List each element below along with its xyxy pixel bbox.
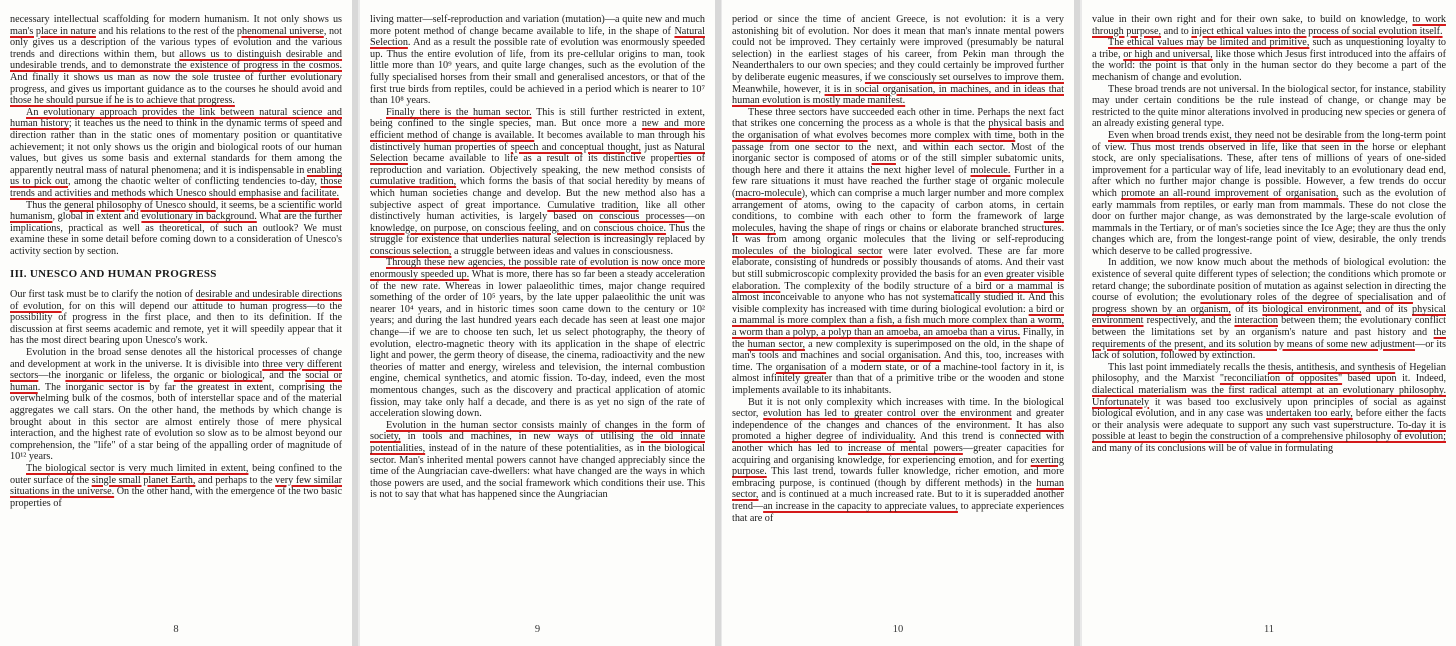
underlined-passage: of a bird or a mammal	[953, 280, 1053, 292]
underlined-passage: man's place in nature	[10, 25, 96, 37]
underlined-passage: large molecules,	[732, 211, 1064, 234]
underlined-passage: atoms	[871, 153, 896, 165]
underlined-passage: or high and universal,	[1123, 48, 1213, 60]
paragraph: living matter—self-reproduction and variation (mutation)—a quite new and much more potent method of change became available to life, in the shape of Natural Selection. And as a result the possible rate of evolution was enormously speeded up. Thus the entire evolution of life, from its pre-cellular origins to man, took little more than 10⁹ years, and quite large changes, such as the evolution of the fully specialised horses from their small and generalised ancestors, or that of the first true birds from reptiles, could be achieved in a period which is nearer to 10⁷ than 10⁸ years.	[370, 14, 705, 107]
page-divider	[352, 0, 358, 646]
underlined-passage: cumulative tradition,	[370, 176, 457, 188]
underlined-passage: It has also promoted a higher degree of individuality.	[732, 419, 1064, 443]
underlined-passage: evolutionary in background.	[141, 211, 257, 223]
underlined-passage: organisation	[775, 361, 827, 373]
page-8	[0, 0, 352, 646]
underlined-passage: allows us to distinguish desirable and undesirable trends, and to demonstrate the existence of progress in the cosmos.	[10, 48, 343, 72]
underlined-passage: single small planet Earth,	[91, 474, 196, 486]
underlined-passage: human sector,	[747, 338, 805, 350]
paragraph: These broad trends are not universal. In the biological sector, for instance, stability may under certain conditions be the rule instead of change, or change may be restricted to the quite minor alterations involved in producing new species or genera of an already existing general type.	[1092, 83, 1446, 130]
underlined-passage: physical basis and the organisation of what evolves	[732, 118, 1064, 141]
underlined-passage: conscious selection,	[370, 245, 452, 257]
underlined-passage: The biological sector is very much limited in extent,	[26, 462, 249, 474]
page-11	[1082, 0, 1456, 646]
underlined-passage: promote an all-round improvement of organisation,	[1121, 187, 1339, 199]
underlined-passage: increase of mental powers	[847, 442, 963, 454]
underlined-passage: macro-molecule	[735, 187, 802, 199]
underlined-passage: desirable and undesirable directions of evolution	[10, 289, 342, 312]
underlined-passage: social or human	[10, 370, 343, 393]
section-heading: III. UNESCO AND HUMAN PROGRESS	[10, 268, 217, 281]
page-number: 10	[892, 624, 904, 636]
underlined-passage: social organisation.	[860, 350, 941, 362]
underlined-passage: the requirements of the present, and its solution by means of some new adjustment	[1092, 327, 1446, 350]
underlined-passage: organic or biological	[173, 370, 263, 382]
underlined-passage: more complex with time,	[910, 129, 1016, 141]
paragraph: In addition, we now know much about the methods of biological evolution: the existence of several quite different types of selection; the conditions which promote or retard change; the subordinate position of mutation as against selection in directing the course of evolution; the evolutionary roles of the degree of specialisation and of progress shown by an organism, of its biological environment, and of its physical environment respectively, and the interaction between them; the evolutionary conflict between the limitations set by an organism's nature and past history and the requirements of the present, and its solution by means of some new adjustment—or its lack of solution, followed by extinction.	[1092, 257, 1447, 362]
page-8-text	[10, 14, 342, 509]
underlined-passage: inject ethical values into the process of social evolution itself.	[1191, 25, 1443, 37]
page-number: 11	[1263, 624, 1275, 636]
underlined-passage: phenomenal universe	[236, 25, 324, 37]
underlined-passage: very few similar situations in the universe.	[10, 474, 343, 498]
underlined-passage: molecules of the biological sector	[732, 245, 883, 257]
underlined-passage: An evolutionary approach provides the link between natural science and human history	[10, 106, 342, 130]
underlined-passage: evolutionary roles of the degree of specialisation	[1200, 292, 1414, 304]
paragraph: value in their own right and for their own sake, to build on knowledge, to work through purpose, and to inject ethical values into the process of social evolution itself.	[1092, 14, 1446, 37]
underlined-passage: new and more efficient method of change is available.	[370, 118, 705, 141]
underlined-passage: physical environment	[1092, 303, 1446, 327]
underlined-passage: human sector,	[732, 477, 1064, 501]
underlined-passage: progress shown by an organism,	[1092, 303, 1231, 315]
underlined-passage: if we consciously set ourselves to improve them.	[864, 71, 1064, 83]
paragraph: Thus the general philosophy of Unesco should, it seems, be a scientific world humanism, global in extent and evolutionary in background. What are the further implications, practical as well as theoretical, of such an outlook? We must examine these in some detail before coming down to a consideration of Unesco's activity section by section.	[10, 199, 342, 257]
paragraph: The biological sector is very much limited in extent, being confined to the outer surface of the single small planet Earth, and perhaps to the very few similar situations in the universe. On the other hand, with the emergence of the two basic properties of	[10, 462, 343, 509]
underlined-passage: to work through purpose,	[1092, 14, 1446, 37]
page-11-text	[1092, 14, 1446, 455]
paragraph: period or since the time of ancient Greece, is not evolution: it is a very astonishing bit of evolution. Nor does it mean that man's innate mental powers could not be improved. They certainly were improved (presumably be natural selection) in the earliest stages of his career, from Pekin man through the Neanderthalers to our own species; and they could certainly be improved further by deliberate eugenic measures, if we consciously set ourselves to improve them. Meanwhile, however, it is in social organisation, in machines, and in ideas that human evolution is mostly made manifest.	[732, 14, 1064, 107]
underlined-passage: it is in social organisation, in machines, and in ideas that human evolution is mostly made manifest.	[732, 83, 1064, 107]
paragraph: The ethical values may be limited and primitive, such as unquestioning loyalty to a tribe, or high and universal, like those which Jesus first introduced into the affairs of the world: the point is that only in the human sector do they become a part of the mechanism of change and evolution.	[1092, 37, 1447, 83]
underlined-passage: an increase in the capacity to appreciate values,	[763, 500, 958, 512]
underlined-passage: those he should pursue if he is to achieve that progress.	[10, 95, 235, 107]
paragraph: This last point immediately recalls the thesis, antithesis, and synthesis of Hegelian philosophy, and the Marxist "reconciliation of opposites" based upon it. Indeed, dialectical materialism was the first radical attempt at an evolutionary philosophy. Unfortunately it was based too exclusively upon principles of social as against biological evolution, and in any case was undertaken too early, before either the facts or their analysis were adequate to support any such vast superstructure. To-day it is possible at least to begin the construction of a comprehensive philosophy of evolution; and many of its conclusions will be of value in formulating	[1092, 361, 1447, 454]
underlined-passage: general philosophy of Unesco should	[63, 199, 216, 211]
paragraph: These three sectors have succeeded each other in time. Perhaps the next fact that strikes one concerning the process as a whole is that the physical basis and the organisation of what evolves becomes more complex with time, both in the passage from one sector to the next, and within each sector. Most of the inorganic sector is composed of atoms or of the still simpler subatomic units, though here and there it attains the next higher level of molecule. Further in a few rare situations it must have reached the further stage of organic molecule (macro-molecule), which can comprise a much larger number and more complex arrangement of atoms, owing to the capacity of carbon atoms, in certain conditions, to combine with each other to form the framework of large molecules, having the shape of rings or chains or elaborate branched structures. It was from among organic molecules that the living or self-reproducing molecules of the biological sector were later evolved. These are far more elaborate, consisting of hundreds or possibly thousands of atoms. And their vast but still submicroscopic complexity provided the basis for an even greater visible elaboration. The complexity of the bodily structure of a bird or a mammal is almost inconceivable to anyone who has not systematically studied it. And this visible complexity has increased with time during biological evolution: a bird or a mammal is more complex than a fish, a fish much more complex than a worm, a worm than a polyp, a polyp than an amoeba, an amoeba than a virus. Finally, in the human sector, a new complexity is superimposed on the old, in the shape of man's tools and machines and social organisation. And this, too, increases with time. The organisation of a modern state, or of a machine-tool factory in it, is almost infinitely greater than that of a primitive tribe or the wooden and stone implements available to its inhabitants.	[732, 106, 1065, 396]
paragraph: Through these new agencies, the possible rate of evolution is now once more enormously speeded up. What is more, there has so far been a steady acceleration of the new rate. Whereas in lower palaeolithic times, major change required something of the order of 10⁵ years, by the late upper palaeolithic the unit was nearer 10⁴ years, and in historic times soon came down to the century or 10² years; and during the last hundred years each decade has seen at least one major change—if we are to choose ten such, let us select photography, the theory of evolution, electro-magnetic theory with its application in the shape of electric light and power, the germ theory of disease, the cinema, radioactivity and the new theories of matter and energy, wireless and television, the internal combustion engine, chemical synthetics, and atomic fission. To-day, indeed, even the most momentous changes, such as the discovery and practical application of atomic fission, may take only half a decade, and there is as yet no sign of the rate of acceleration slowing down.	[370, 257, 705, 420]
underlined-passage: "reconciliation of opposites"	[1219, 373, 1343, 385]
page-divider	[715, 0, 721, 646]
underlined-passage: even greater visible elaboration.	[732, 269, 1065, 292]
underlined-passage: conscious processes	[599, 211, 685, 223]
paragraph: necessary intellectual scaffolding for modern humanism. It not only shows us man's place in nature and his relations to the rest of the phenomenal universe, not only gives us a description of the various types of evolution and the various trends and directions within them, but allows us to distinguish desirable and undesirable trends, and to demonstrate the existence of progress in the cosmos. And finally it shows us man as now the sole trustee of further evolutionary progress, and gives us important guidance as to the courses he should avoid and those he should pursue if he is to achieve that progress.	[10, 14, 343, 107]
paragraph: Finally there is the human sector. This is still further restricted in extent, being confined to the single species, man. But once more a new and more efficient method of change is available. It becomes available to man through his distinctively human properties of speech and conceptual thought, just as Natural Selection became available to life as a result of its distinctive properties of reproduction and variation. Objectively speaking, the new method consists of cumulative tradition, which forms the basis of that social heredity by means of which human societies change and develop. But the new method also has a subjective aspect of great importance. Cumulative tradition, like all other distinctively human activities, is largely based on conscious processes—on knowledge, on purpose, on conscious feeling, and on conscious choice. Thus the struggle for existence that underlies natural selection is increasingly replaced by conscious selection, a struggle between ideas and values in consciousness.	[370, 106, 705, 257]
underlined-passage: Natural Selection	[370, 25, 705, 49]
paragraph: An evolutionary approach provides the link between natural science and human history; it teaches us the need to think in the dynamic terms of speed and direction rather than in the static ones of momentary position or quantitative achievement; it not only shows us the origin and biological roots of our human values, but gives us some basis and external standards for them among the apparently neutral mass of natural phenomena; and it is indispensable in enabling us to pick out, among the chaotic welter of conflicting tendencies to-day, those trends and activities and methods which Unesco should emphasise and facilitate.	[10, 106, 342, 199]
underlined-passage: those trends and activities and methods which Unesco should emphasise and facilitate.	[10, 176, 342, 199]
paragraph: But it is not only complexity which increases with time. In the biological sector, evolution has led to greater control over the environment and greater independence of the changes and chances of the environment. It has also promoted a higher degree of individuality. And this trend is connected with another which has led to increase of mental powers—greater capacities for acquiring and organising knowledge, for experiencing emotion, and for exerting purpose. This last trend, towards fuller knowledge, richer emotion, and more embracing purpose, is continued (though by different methods) in the human sector, and is continued at a much increased rate. But to it is superadded another trend—an increase in the capacity to appreciate values, to appreciate experiences that are of	[732, 396, 1065, 524]
underlined-passage: biological environment,	[1262, 303, 1362, 315]
underlined-passage: enabling us to pick out	[10, 164, 342, 188]
underlined-passage: inorganic or lifeless	[65, 370, 150, 382]
paragraph: Evolution in the broad sense denotes all the historical processes of change and development at work in the universe. It is divisible into three very different sectors—the inorganic or lifeless, the organic or biological, and the social or human. The inorganic sector is by far the greatest in extent, comprising the overwhelming bulk of the cosmos, both of interstellar space and of the material aggregates we call stars. On the other hand, the methods by which change is brought about in this sector are almost entirely those of mere physical interaction, and the highest rate of evolution so slow as to be almost beyond our comprehension, the "life" of a star being of the appalling order of magnitude of 10¹² years.	[10, 347, 343, 463]
underlined-passage: Finally there is the human sector.	[386, 106, 532, 118]
page-number: 8	[173, 624, 179, 636]
underlined-passage: The ethical values may be limited and primitive,	[1108, 37, 1310, 49]
paragraph: Even when broad trends exist, they need not be desirable from the long-term point of view. Thus most trends observed in life, like that seen in the horse or elephant stock, are only specialisations. These, after tens of millions of years of one-sided improvement for a particular way of life, lead inevitably to an evolutionary dead end, after which no further major change is possible. However, a few trends do occur which promote an all-round improvement of organisation, such as the evolution of early mammals from reptiles, or early man from mammals. These do not close the door on further major change, as was demonstrated by the large-scale evolution of mammals in the Tertiary, or of man's societies since the Ice Age; they are thus the only changes which are, from the longest-range point of view, desirable, the only trends which deserve to be called progressive.	[1092, 129, 1447, 257]
underlined-passage: interaction	[1234, 315, 1278, 327]
underlined-passage: Natural Selection	[370, 141, 705, 165]
paragraph: Evolution in the human sector consists mainly of changes in the form of society, in tools and machines, in new ways of utilising the old innate potentialities, instead of in the nature of these potentialities, as in the biological sector. Man's inherited mental powers cannot have changed appreciably since the time of the Aungriacian cave-dwellers: what have changed are the ways in which those powers are used, and the social framework which conditions their use. This is not to say that what has happened since the Aungriacian	[370, 419, 705, 501]
underlined-passage: speech and conceptual thought,	[510, 141, 642, 153]
underlined-passage: exerting purpose.	[732, 454, 1064, 478]
underlined-passage: Cumulative tradition,	[547, 199, 639, 211]
underlined-passage: three very different sectors	[10, 358, 342, 382]
underlined-passage: knowledge, on purpose, on conscious feeling, and on conscious choice.	[370, 222, 667, 234]
page-number: 9	[534, 624, 541, 636]
page-9	[360, 0, 715, 646]
underlined-passage: evolution has led to greater control over the environment	[763, 408, 1012, 420]
underlined-passage: Through these new agencies, the possible rate of evolution is now once more enormously speeded up.	[370, 257, 705, 281]
underlined-passage: Evolution in the human sector consists mainly of changes in the form of society,	[370, 419, 705, 443]
underlined-passage: a bird or a mammal is more complex than a fish, a fish much more complex than a worm, a worm than a polyp, a polyp than an amoeba, an amoeba than a virus.	[732, 303, 1064, 339]
underlined-passage: To-day it is possible at least to begin the construction of a comprehensive philosophy of evolution;	[1092, 419, 1446, 443]
underlined-passage: undertaken too early,	[1266, 408, 1353, 420]
underlined-passage: the old innate potentialities,	[370, 431, 705, 454]
page-9-text	[370, 14, 705, 501]
paragraph: Our first task must be to clarify the notion of desirable and undesirable directions of evolution, for on this will depend our attitude to human progress—to the possibility of progress in the first place, and then to its definition. If the discussion at first seems academic and remote, yet it will speedily appear that it has the most direct bearing upon Unesco's work.	[10, 289, 342, 347]
page-10-text	[732, 14, 1064, 524]
underlined-passage: dialectical materialism was the first radical attempt at an evolutionary philosophy.	[1092, 385, 1446, 396]
page-10	[722, 0, 1074, 646]
underlined-passage: molecule.	[970, 164, 1011, 176]
page-divider	[1074, 0, 1080, 646]
underlined-passage: scientific world humanism	[10, 199, 342, 223]
underlined-passage: thesis, antithesis, and synthesis	[1267, 361, 1396, 373]
underlined-passage: Unfortunately	[1092, 396, 1150, 408]
underlined-passage: Even when broad trends exist, they need not be desirable from	[1108, 129, 1365, 141]
